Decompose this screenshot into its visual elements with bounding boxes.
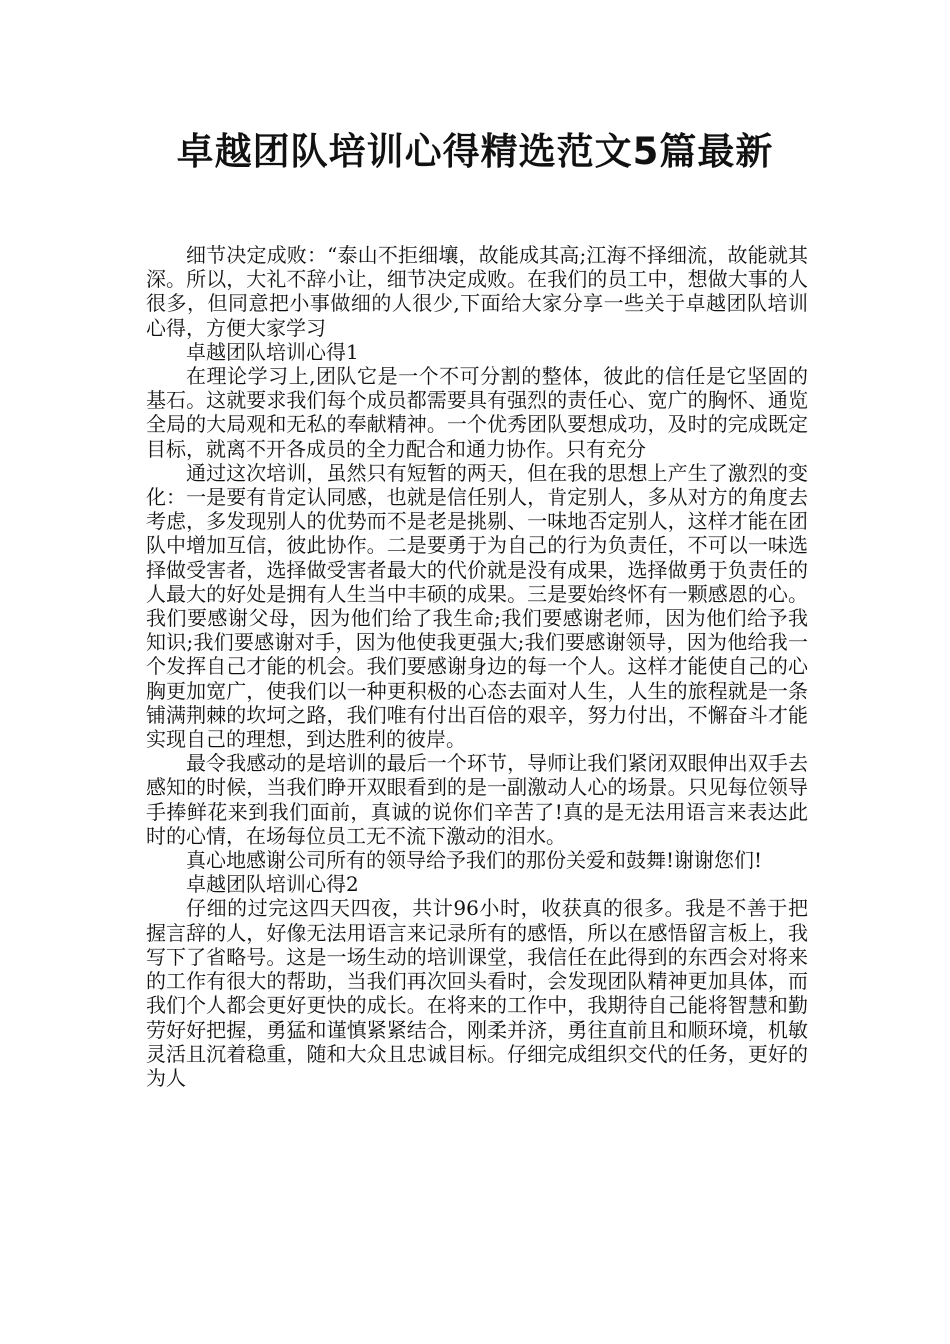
- section-heading: 卓越团队培训心得2: [186, 872, 359, 897]
- intro-paragraph: 细节决定成败：“泰山不拒细壤，故能成其高;江海不择细流，故能就其深。所以，大礼不辞小让，细节决定成败。在我们的员工中，想做大事的人很多，但同意把小事做细的人很少,下面给大家分享一些关于卓越团队培训心得，方便大家学习: [146, 243, 808, 340]
- section-heading: 卓越团队培训心得1: [186, 339, 359, 364]
- document-title: 卓越团队培训心得精选范文5篇最新: [176, 130, 774, 173]
- document-body: [146, 243, 808, 1090]
- body-paragraph: 在理论学习上,团队它是一个不可分割的整体，彼此的信任是它坚固的基石。这就要求我们每个成员都需要具有强烈的责任心、宽广的胸怀、通览全局的大局观和无私的奉献精神。一个优秀团队要想成功，及时的完成既定目标，就离不开各成员的全力配合和通力协作。只有充分: [146, 364, 808, 461]
- body-paragraph: 真心地感谢公司所有的领导给予我们的那份关爱和鼓舞!谢谢您们!: [186, 848, 763, 873]
- body-paragraph: 仔细的过完这四天四夜，共计96小时，收获真的很多。我是不善于把握言辞的人，好像无法用语言来记录所有的感悟，所以在感悟留言板上，我写下了省略号。这是一场生动的培训课堂，我信任在此得到的东西会对将来的工作有很大的帮助，当我们再次回头看时，会发现团队精神更加具体，而我们个人都会更好更快的成长。在将来的工作中，我期待自己能将智慧和勤劳好好把握，勇猛和谨慎紧紧结合，刚柔并济，勇往直前且和顺环境，机敏灵活且沉着稳重，随和大众且忠诚目标。仔细完成组织交代的任务，更好的为人: [146, 896, 808, 1090]
- body-paragraph: 通过这次培训，虽然只有短暂的两天，但在我的思想上产生了激烈的变化：一是要有肯定认同感，也就是信任别人，肯定别人，多从对方的角度去考虑，多发现别人的优势而不是老是挑剔、一味地否定别人，这样才能在团队中增加互信，彼此协作。二是要勇于为自己的行为负责任，不可以一味选择做受害者，选择做受害者最大的代价就是没有成果，选择做勇于负责任的人最大的好处是拥有人生当中丰硕的成果。三是要始终怀有一颗感恩的心。我们要感谢父母，因为他们给了我生命;我们要感谢老师，因为他们给予我知识;我们要感谢对手，因为他使我更强大;我们要感谢领导，因为他给我一个发挥自己才能的机会。我们要感谢身边的每一个人。这样才能使自己的心胸更加宽广，使我们以一种更积极的心态去面对人生，人生的旅程就是一条铺满荆棘的坎坷之路，我们唯有付出百倍的艰辛，努力付出，不懈奋斗才能实现自己的理想，到达胜利的彼岸。: [146, 460, 808, 752]
- body-paragraph: 最令我感动的是培训的最后一个环节，导师让我们紧闭双眼伸出双手去感知的时候，当我们睁开双眼看到的是一副激动人心的场景。只见每位领导手捧鲜花来到我们面前，真诚的说你们辛苦了!真的是无法用语言来表达此时的心情，在场每位员工无不流下激动的泪水。: [146, 751, 808, 848]
